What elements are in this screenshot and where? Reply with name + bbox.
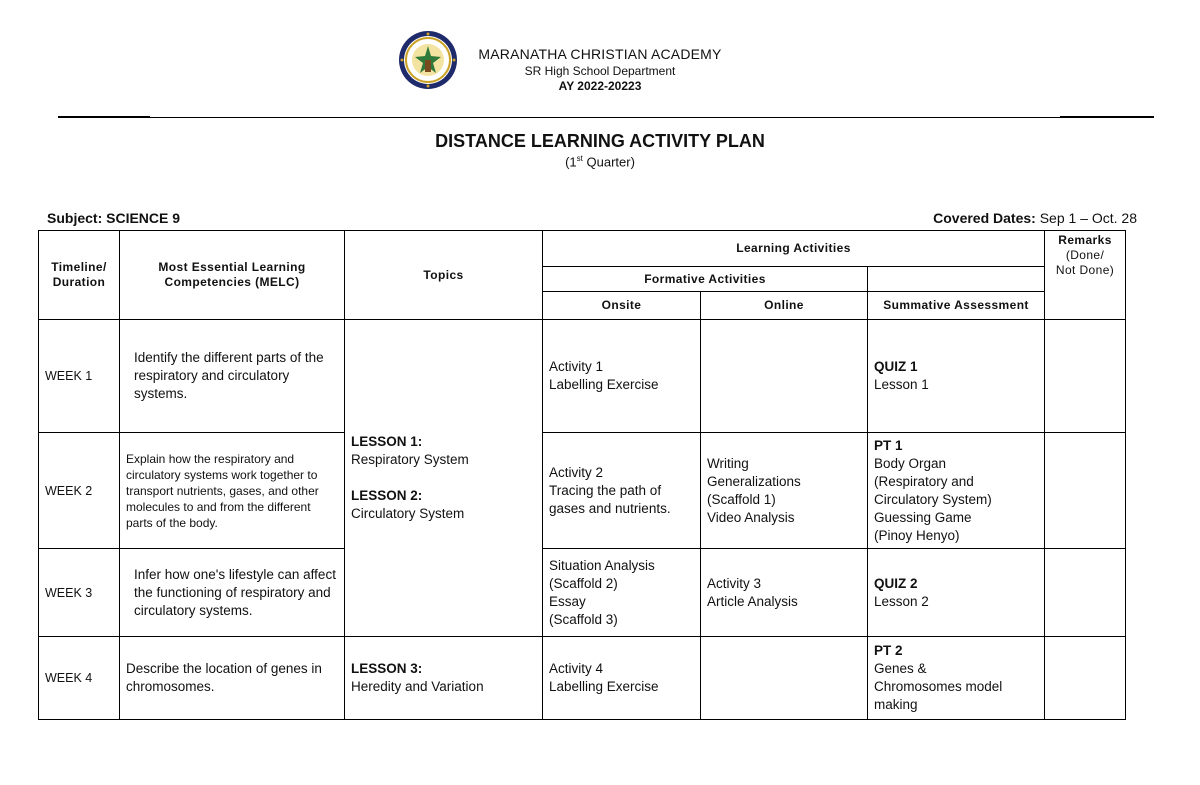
- lesson-3-title: LESSON 3:: [351, 661, 423, 676]
- lesson-3-name: Heredity and Variation: [351, 679, 484, 694]
- remarks-cell: [1045, 549, 1126, 637]
- table-row: [39, 637, 1126, 720]
- remarks-cell: [1045, 637, 1126, 720]
- summative-cell: QUIZ 2 Lesson 2: [868, 549, 1045, 637]
- online-cell: [701, 637, 868, 720]
- covered-dates-label: Covered Dates:: [933, 210, 1036, 226]
- school-seal: [398, 30, 458, 90]
- header-divider-accent-right: [1060, 116, 1154, 118]
- lesson-1-name: Respiratory System: [351, 452, 469, 467]
- onsite-cell: Activity 1 Labelling Exercise: [543, 320, 701, 433]
- week-cell: WEEK 1: [39, 320, 120, 433]
- quarter-label: (1st Quarter): [565, 154, 635, 170]
- topics-cell-lessons-1-2: [345, 320, 543, 637]
- remarks-cell: [1045, 433, 1126, 549]
- covered-dates: [933, 210, 1137, 226]
- melc-cell: Identify the different parts of the respiratory and circulatory systems.: [120, 320, 345, 433]
- header-onsite: Onsite: [543, 292, 701, 320]
- header-melc: Most Essential Learning Competencies (MELC): [120, 231, 345, 320]
- school-name: MARANATHA CHRISTIAN ACADEMY: [478, 46, 722, 62]
- remarks-cell: [1045, 320, 1126, 433]
- header-summative-assessment: Summative Assessment: [868, 292, 1045, 320]
- online-cell: Activity 3 Article Analysis: [701, 549, 868, 637]
- header-topics: Topics: [345, 231, 543, 320]
- melc-cell: Explain how the respiratory and circulatory systems work together to transport nutrients, gases, and other molecules to and from the different parts of the body.: [120, 433, 345, 549]
- lesson-2-name: Circulatory System: [351, 506, 465, 521]
- onsite-cell: Situation Analysis (Scaffold 2) Essay (Scaffold 3): [543, 549, 701, 637]
- summative-cell: PT 2 Genes & Chromosomes model making: [868, 637, 1045, 720]
- melc-cell: Infer how one's lifestyle can affect the functioning of respiratory and circulatory systems.: [120, 549, 345, 637]
- melc-cell: Describe the location of genes in chromosomes.: [120, 637, 345, 720]
- header-divider-accent-left: [58, 116, 150, 118]
- header-learning-activities: Learning Activities: [543, 231, 1045, 267]
- school-header: [466, 46, 734, 94]
- covered-dates-value: Sep 1 – Oct. 28: [1035, 210, 1137, 226]
- academic-year: AY 2022-20223: [558, 79, 642, 93]
- table-row: [39, 549, 1126, 637]
- online-cell: Writing Generalizations (Scaffold 1) Video Analysis: [701, 433, 868, 549]
- header-online: Online: [701, 292, 868, 320]
- week-cell: WEEK 3: [39, 549, 120, 637]
- header-remarks: Remarks (Done/ Not Done): [1045, 231, 1126, 320]
- onsite-cell: Activity 2 Tracing the path of gases and nutrients.: [543, 433, 701, 549]
- week-cell: WEEK 4: [39, 637, 120, 720]
- summative-cell: PT 1 Body Organ (Respiratory and Circulatory System) Guessing Game (Pinoy Henyo): [868, 433, 1045, 549]
- header-timeline: Timeline/ Duration: [39, 231, 120, 320]
- week-cell: WEEK 2: [39, 433, 120, 549]
- document-title: DISTANCE LEARNING ACTIVITY PLAN: [435, 131, 765, 151]
- header-divider: [58, 117, 1154, 118]
- table-row: [39, 433, 1126, 549]
- department-name: SR High School Department: [524, 64, 676, 78]
- activity-plan-table: [38, 230, 1126, 720]
- subject-label: Subject: SCIENCE 9: [47, 210, 181, 226]
- topics-cell-lesson-3: [345, 637, 543, 720]
- lesson-1-title: LESSON 1:: [351, 434, 423, 449]
- lesson-2-title: LESSON 2:: [351, 488, 423, 503]
- onsite-cell: Activity 4 Labelling Exercise: [543, 637, 701, 720]
- header-formative-activities: Formative Activities: [543, 267, 868, 292]
- summative-cell: QUIZ 1 Lesson 1: [868, 320, 1045, 433]
- table-row: [39, 320, 1126, 433]
- header-summative-empty: [868, 267, 1045, 292]
- online-cell: [701, 320, 868, 433]
